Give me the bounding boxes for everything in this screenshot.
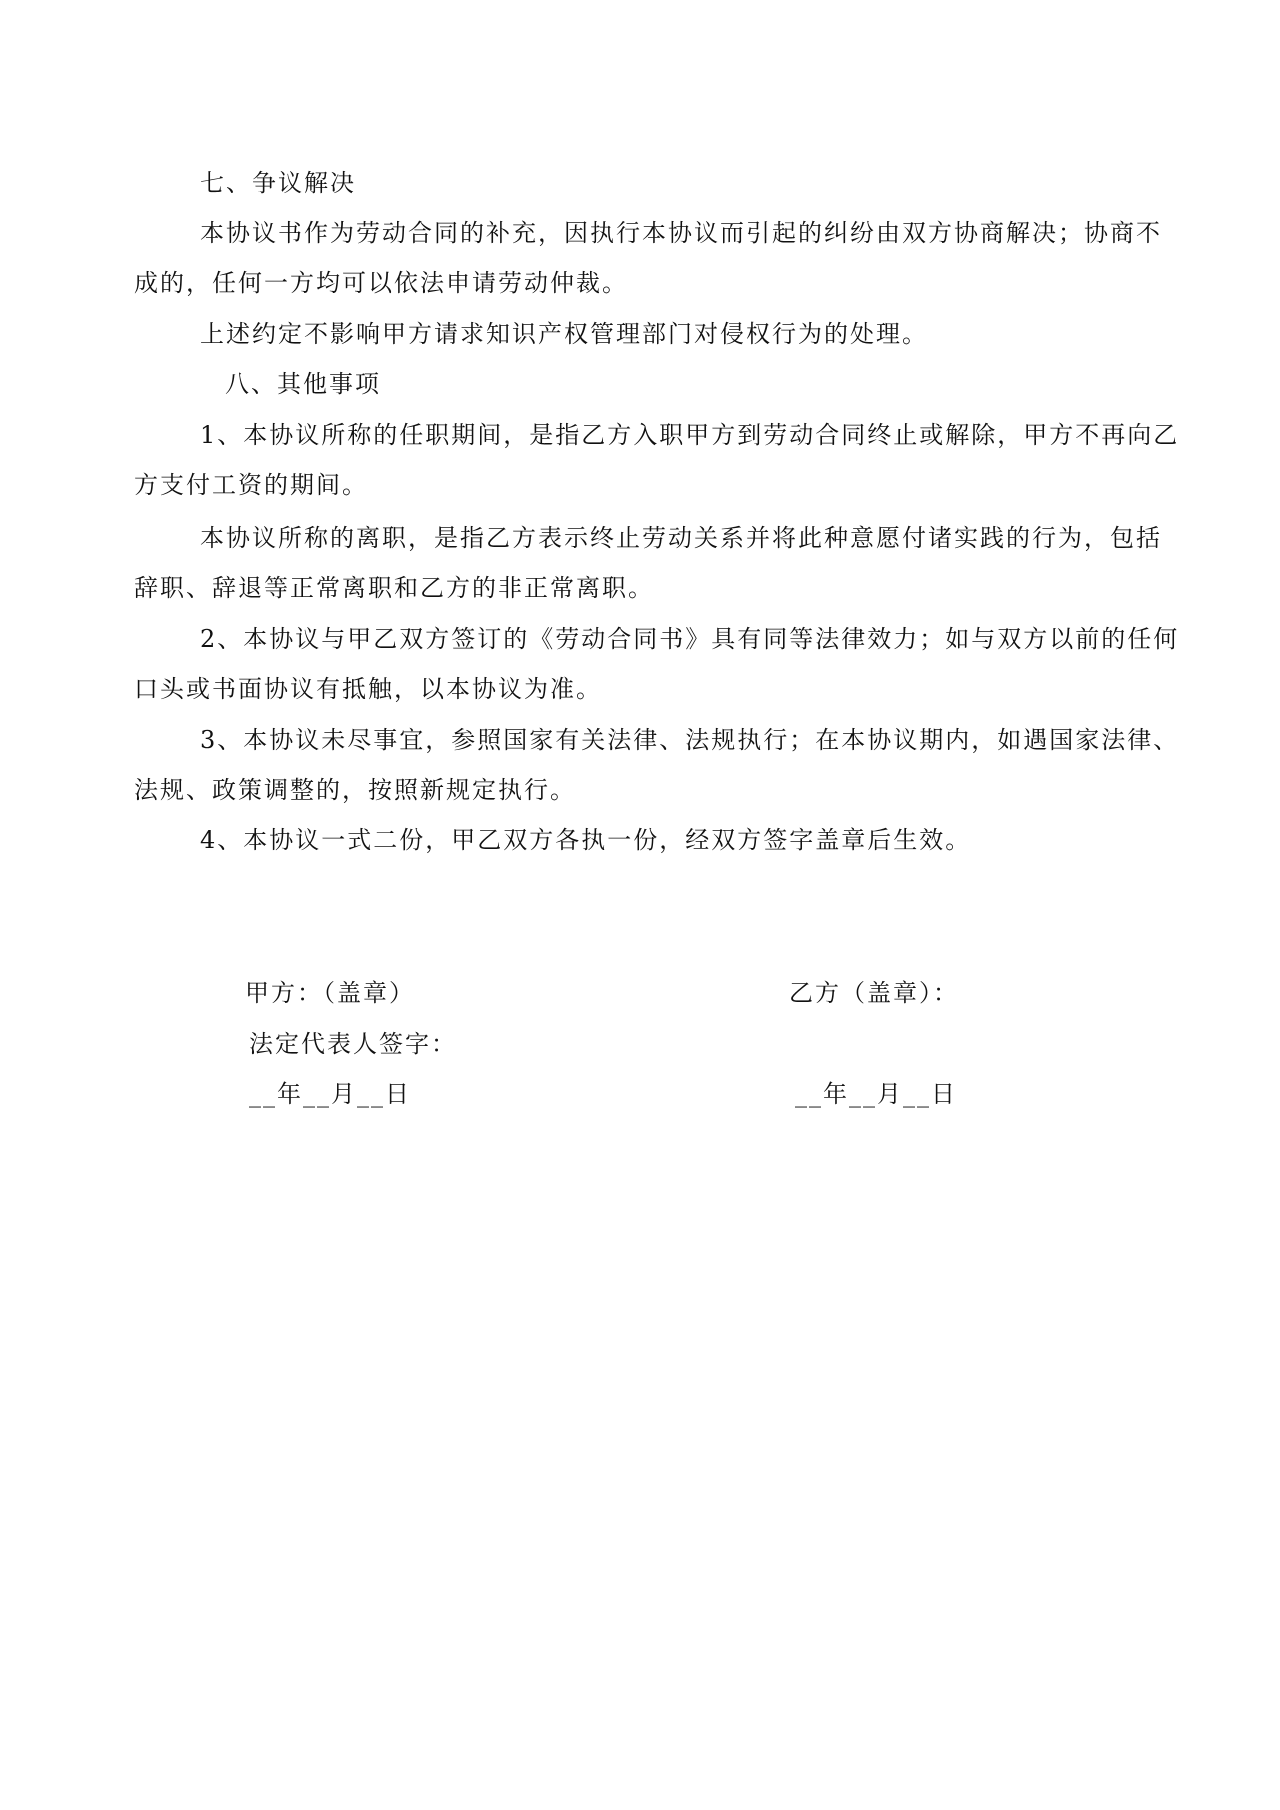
- party-b-seal-label: 乙方（盖章）：: [789, 979, 959, 1007]
- paragraph-line: 辞职、辞退等正常离职和乙方的非正常离职。: [134, 574, 654, 602]
- paragraph-line: 1、本协议所称的任职期间，是指乙方入职甲方到劳动合同终止或解除，甲方不再向乙: [200, 421, 1180, 449]
- section-7-heading: 七、争议解决: [200, 169, 356, 197]
- paragraph-line: 本协议所称的离职，是指乙方表示终止劳动关系并将此种意愿付诸实践的行为，包括: [200, 524, 1162, 552]
- party-a-date: __年__月__日: [249, 1080, 411, 1108]
- paragraph-line: 成的，任何一方均可以依法申请劳动仲裁。: [134, 269, 628, 297]
- legal-rep-signature-label: 法定代表人签字：: [249, 1030, 457, 1058]
- paragraph-line: 2、本协议与甲乙双方签订的《劳动合同书》具有同等法律效力；如与双方以前的任何: [200, 625, 1180, 653]
- paragraph-line: 上述约定不影响甲方请求知识产权管理部门对侵权行为的处理。: [200, 320, 928, 348]
- paragraph-line: 本协议书作为劳动合同的补充，因执行本协议而引起的纠纷由双方协商解决；协商不: [200, 219, 1162, 247]
- paragraph-line: 3、本协议未尽事宜，参照国家有关法律、法规执行；在本协议期内，如遇国家法律、: [200, 726, 1180, 754]
- section-8-heading: 八、其他事项: [225, 370, 381, 398]
- paragraph-line: 法规、政策调整的，按照新规定执行。: [134, 776, 576, 804]
- party-a-seal-label: 甲方：（盖章）: [245, 979, 415, 1007]
- party-b-date: __年__月__日: [795, 1080, 957, 1108]
- paragraph-line: 4、本协议一式二份，甲乙双方各执一份，经双方签字盖章后生效。: [200, 826, 972, 854]
- paragraph-line: 口头或书面协议有抵触，以本协议为准。: [134, 675, 602, 703]
- paragraph-line: 方支付工资的期间。: [134, 471, 368, 499]
